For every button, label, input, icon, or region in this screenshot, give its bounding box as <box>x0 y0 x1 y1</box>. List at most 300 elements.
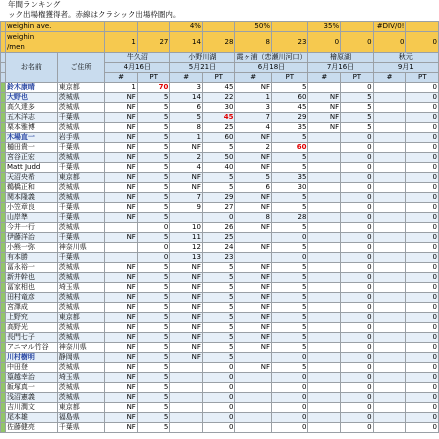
points-cell[interactable]: 0 <box>406 263 439 273</box>
angler-name[interactable]: 篁越幸治 <box>5 373 57 383</box>
points-cell[interactable]: 5 <box>137 423 170 433</box>
points-cell[interactable]: 0 <box>406 123 439 133</box>
points-cell[interactable]: 5 <box>137 103 170 113</box>
angler-name[interactable]: 宮谷正宏 <box>5 153 57 163</box>
rank-cell[interactable]: NF <box>105 263 138 273</box>
angler-address[interactable]: 茨城県 <box>57 363 105 373</box>
stats-value[interactable]: 23 <box>271 32 308 53</box>
points-cell[interactable]: 5 <box>137 193 170 203</box>
points-cell[interactable]: 0 <box>202 383 235 393</box>
points-cell[interactable]: 5 <box>271 273 308 283</box>
points-cell[interactable]: 0 <box>202 413 235 423</box>
rank-cell[interactable] <box>308 273 341 283</box>
rank-cell[interactable] <box>308 243 341 253</box>
angler-name[interactable]: 今井一行 <box>5 223 57 233</box>
points-cell[interactable]: 40 <box>202 163 235 173</box>
angler-name[interactable]: 木場直一 <box>5 133 57 143</box>
points-cell[interactable]: 5 <box>271 243 308 253</box>
rank-cell[interactable] <box>373 153 406 163</box>
points-cell[interactable]: 0 <box>271 353 308 363</box>
rank-cell[interactable] <box>373 273 406 283</box>
points-cell[interactable]: 5 <box>137 183 170 193</box>
points-cell[interactable]: 0 <box>341 213 373 223</box>
angler-address[interactable]: 千葉県 <box>57 163 105 173</box>
rank-cell[interactable] <box>308 233 341 243</box>
rank-cell[interactable]: 14 <box>170 93 203 103</box>
points-cell[interactable]: 25 <box>202 123 235 133</box>
points-cell[interactable]: 0 <box>271 253 308 263</box>
angler-name[interactable]: 宮澤成 <box>5 303 57 313</box>
points-cell[interactable]: 60 <box>271 143 308 153</box>
event-date[interactable]: 9月1 <box>373 63 438 73</box>
rank-cell[interactable] <box>308 143 341 153</box>
points-cell[interactable]: 0 <box>341 203 373 213</box>
rank-cell[interactable] <box>308 263 341 273</box>
points-cell[interactable]: 0 <box>406 273 439 283</box>
angler-address[interactable]: 静岡県 <box>57 353 105 363</box>
rank-cell[interactable] <box>373 353 406 363</box>
points-cell[interactable]: 0 <box>341 263 373 273</box>
points-cell[interactable]: 5 <box>137 143 170 153</box>
points-cell[interactable]: 0 <box>406 83 439 93</box>
points-cell[interactable]: 5 <box>137 113 170 123</box>
angler-name[interactable]: 高久達多 <box>5 103 57 113</box>
rank-cell[interactable] <box>308 303 341 313</box>
points-cell[interactable]: 0 <box>271 373 308 383</box>
rank-cell[interactable]: NF <box>170 273 203 283</box>
stats-value[interactable]: 50% <box>235 22 272 32</box>
rank-cell[interactable] <box>373 243 406 253</box>
rank-cell[interactable] <box>373 413 406 423</box>
points-cell[interactable]: 0 <box>341 233 373 243</box>
rank-cell[interactable] <box>373 83 406 93</box>
points-cell[interactable]: 0 <box>341 143 373 153</box>
rank-cell[interactable] <box>373 263 406 273</box>
rank-cell[interactable] <box>373 323 406 333</box>
rank-cell[interactable]: 5 <box>235 173 272 183</box>
rank-cell[interactable]: NF <box>170 183 203 193</box>
rank-cell[interactable] <box>373 403 406 413</box>
rank-cell[interactable]: NF <box>105 93 138 103</box>
points-cell[interactable]: 5 <box>137 303 170 313</box>
points-cell[interactable]: 0 <box>406 233 439 243</box>
rank-cell[interactable] <box>308 353 341 363</box>
points-cell[interactable]: 30 <box>202 103 235 113</box>
points-cell[interactable]: 5 <box>341 93 373 103</box>
points-cell[interactable]: 0 <box>406 243 439 253</box>
stats-value[interactable]: 0 <box>406 32 439 53</box>
points-cell[interactable]: 5 <box>202 283 235 293</box>
points-cell[interactable]: 5 <box>137 343 170 353</box>
angler-address[interactable]: 茨城県 <box>57 153 105 163</box>
angler-address[interactable]: 茨城県 <box>57 193 105 203</box>
rank-cell[interactable] <box>373 173 406 183</box>
angler-name[interactable]: 小笠章良 <box>5 203 57 213</box>
points-cell[interactable]: 0 <box>341 423 373 433</box>
rank-cell[interactable] <box>308 373 341 383</box>
points-cell[interactable]: 5 <box>202 323 235 333</box>
stats-value[interactable]: 0 <box>373 32 406 53</box>
points-cell[interactable]: 5 <box>341 123 373 133</box>
rank-cell[interactable] <box>373 193 406 203</box>
angler-address[interactable]: 東京都 <box>57 403 105 413</box>
angler-address[interactable]: 福島県 <box>57 413 105 423</box>
points-cell[interactable]: 5 <box>271 313 308 323</box>
points-cell[interactable]: 5 <box>271 323 308 333</box>
points-cell[interactable]: 0 <box>406 223 439 233</box>
points-cell[interactable]: 0 <box>271 403 308 413</box>
rank-subheader[interactable]: # <box>308 73 341 83</box>
rank-cell[interactable] <box>308 153 341 163</box>
rank-cell[interactable]: 12 <box>170 243 203 253</box>
rank-cell[interactable] <box>235 413 272 423</box>
rank-cell[interactable]: 1 <box>170 133 203 143</box>
stats-value[interactable] <box>271 22 308 32</box>
angler-name[interactable]: 冨家相也 <box>5 283 57 293</box>
pt-subheader[interactable]: PT <box>202 73 235 83</box>
points-cell[interactable]: 5 <box>202 313 235 323</box>
rank-cell[interactable] <box>373 393 406 403</box>
rank-subheader[interactable]: # <box>105 73 138 83</box>
pt-subheader[interactable]: PT <box>137 73 170 83</box>
points-cell[interactable]: 0 <box>271 393 308 403</box>
points-cell[interactable]: 5 <box>202 303 235 313</box>
points-cell[interactable]: 0 <box>406 323 439 333</box>
points-cell[interactable]: 0 <box>341 253 373 263</box>
angler-address[interactable]: 千葉県 <box>57 203 105 213</box>
points-cell[interactable]: 5 <box>341 113 373 123</box>
angler-address[interactable]: 茨城県 <box>57 293 105 303</box>
rank-cell[interactable] <box>308 363 341 373</box>
angler-name[interactable]: 尾本雄 <box>5 413 57 423</box>
points-cell[interactable]: 5 <box>137 353 170 363</box>
points-cell[interactable]: 70 <box>137 83 170 93</box>
rank-cell[interactable] <box>105 243 138 253</box>
rank-cell[interactable]: NF <box>105 283 138 293</box>
angler-name[interactable]: 樋田貴一 <box>5 143 57 153</box>
angler-address[interactable]: 東京都 <box>57 83 105 93</box>
angler-name[interactable]: 伊藤洋治 <box>5 233 57 243</box>
rank-cell[interactable] <box>373 133 406 143</box>
rank-cell[interactable]: NF <box>235 263 272 273</box>
rank-cell[interactable] <box>373 143 406 153</box>
rank-cell[interactable]: 9 <box>170 203 203 213</box>
rank-cell[interactable] <box>170 423 203 433</box>
rank-cell[interactable] <box>170 363 203 373</box>
rank-cell[interactable] <box>170 383 203 393</box>
points-cell[interactable]: 35 <box>271 173 308 183</box>
points-cell[interactable]: 5 <box>271 203 308 213</box>
rank-cell[interactable]: NF <box>105 303 138 313</box>
rank-cell[interactable] <box>308 213 341 223</box>
angler-name[interactable]: 天沼央希 <box>5 173 57 183</box>
rank-cell[interactable] <box>373 163 406 173</box>
rank-cell[interactable]: NF <box>105 423 138 433</box>
angler-address[interactable]: 千葉県 <box>57 423 105 433</box>
points-cell[interactable]: 5 <box>271 163 308 173</box>
points-cell[interactable]: 35 <box>271 123 308 133</box>
stats-value[interactable]: 4% <box>170 22 203 32</box>
angler-address[interactable]: 茨城県 <box>57 383 105 393</box>
points-cell[interactable]: 5 <box>271 153 308 163</box>
rank-cell[interactable]: NF <box>235 153 272 163</box>
angler-name[interactable]: 高野光 <box>5 323 57 333</box>
points-cell[interactable]: 0 <box>406 153 439 163</box>
points-cell[interactable]: 0 <box>137 253 170 263</box>
angler-name[interactable]: 中田登 <box>5 363 57 373</box>
rank-cell[interactable]: NF <box>105 343 138 353</box>
points-cell[interactable]: 0 <box>406 343 439 353</box>
rank-cell[interactable] <box>308 393 341 403</box>
points-cell[interactable]: 0 <box>341 383 373 393</box>
angler-address[interactable]: 茨城県 <box>57 303 105 313</box>
angler-address[interactable]: 茨城県 <box>57 183 105 193</box>
rank-cell[interactable]: NF <box>105 323 138 333</box>
angler-address[interactable]: 東京都 <box>57 173 105 183</box>
rank-subheader[interactable]: # <box>235 73 272 83</box>
rank-cell[interactable]: 1 <box>105 83 138 93</box>
points-cell[interactable]: 5 <box>271 343 308 353</box>
angler-name[interactable]: 有本勝 <box>5 253 57 263</box>
rank-cell[interactable] <box>170 393 203 403</box>
rank-cell[interactable] <box>373 183 406 193</box>
points-cell[interactable]: 0 <box>341 403 373 413</box>
points-cell[interactable]: 60 <box>202 133 235 143</box>
angler-name[interactable]: Matt Judd <box>5 163 57 173</box>
angler-address[interactable]: 千葉県 <box>57 233 105 243</box>
angler-name[interactable]: 長門七子 <box>5 333 57 343</box>
rank-cell[interactable]: 11 <box>170 233 203 243</box>
points-cell[interactable]: 0 <box>341 323 373 333</box>
points-cell[interactable]: 5 <box>137 333 170 343</box>
angler-name[interactable]: アニマル竹谷 <box>5 343 57 353</box>
points-cell[interactable]: 0 <box>406 173 439 183</box>
rank-cell[interactable] <box>105 223 138 233</box>
points-cell[interactable]: 0 <box>406 363 439 373</box>
points-cell[interactable]: 5 <box>137 323 170 333</box>
rank-cell[interactable] <box>308 183 341 193</box>
angler-name[interactable]: 吉川潤文 <box>5 403 57 413</box>
rank-cell[interactable]: NF <box>105 163 138 173</box>
angler-name[interactable]: 田村竜彦 <box>5 293 57 303</box>
points-cell[interactable]: 0 <box>406 313 439 323</box>
angler-name[interactable]: 関本隆義 <box>5 193 57 203</box>
points-cell[interactable]: 5 <box>271 293 308 303</box>
points-cell[interactable]: 0 <box>406 183 439 193</box>
points-cell[interactable]: 0 <box>406 303 439 313</box>
stats-value[interactable] <box>137 22 170 32</box>
angler-name[interactable]: 山岸準 <box>5 213 57 223</box>
rank-cell[interactable]: NF <box>235 363 272 373</box>
points-cell[interactable]: 5 <box>137 233 170 243</box>
rank-cell[interactable] <box>235 353 272 363</box>
points-cell[interactable]: 0 <box>202 403 235 413</box>
points-cell[interactable]: 0 <box>406 103 439 113</box>
angler-address[interactable]: 千葉県 <box>57 253 105 263</box>
points-cell[interactable]: 5 <box>202 183 235 193</box>
rank-cell[interactable]: NF <box>105 193 138 203</box>
stats-value[interactable] <box>406 22 439 32</box>
points-cell[interactable]: 0 <box>271 233 308 243</box>
angler-address[interactable]: 茨城県 <box>57 93 105 103</box>
angler-address[interactable]: 茨城県 <box>57 123 105 133</box>
points-cell[interactable]: 5 <box>137 363 170 373</box>
rank-cell[interactable]: NF <box>105 293 138 303</box>
points-cell[interactable]: 0 <box>341 273 373 283</box>
points-cell[interactable]: 5 <box>271 283 308 293</box>
rank-cell[interactable]: NF <box>105 403 138 413</box>
rank-cell[interactable] <box>308 403 341 413</box>
rank-cell[interactable] <box>373 113 406 123</box>
rank-cell[interactable] <box>373 233 406 243</box>
rank-cell[interactable]: 7 <box>170 193 203 203</box>
rank-cell[interactable]: 2 <box>235 143 272 153</box>
rank-cell[interactable]: NF <box>170 353 203 363</box>
rank-cell[interactable] <box>373 423 406 433</box>
rank-cell[interactable]: NF <box>235 193 272 203</box>
points-cell[interactable]: 0 <box>341 173 373 183</box>
points-cell[interactable]: 29 <box>202 193 235 203</box>
rank-cell[interactable] <box>373 293 406 303</box>
rank-cell[interactable] <box>170 213 203 223</box>
rank-cell[interactable] <box>373 203 406 213</box>
points-cell[interactable]: 5 <box>202 273 235 283</box>
points-cell[interactable]: 0 <box>406 413 439 423</box>
rank-cell[interactable] <box>373 123 406 133</box>
rank-cell[interactable] <box>373 303 406 313</box>
rank-cell[interactable]: NF <box>170 343 203 353</box>
rank-cell[interactable]: NF <box>105 353 138 363</box>
row-head-cell[interactable] <box>1 73 6 83</box>
rank-cell[interactable]: NF <box>235 293 272 303</box>
points-cell[interactable]: 5 <box>202 353 235 363</box>
rank-cell[interactable]: NF <box>105 273 138 283</box>
points-cell[interactable]: 5 <box>271 333 308 343</box>
rank-cell[interactable] <box>308 413 341 423</box>
stats-label[interactable]: weighin ave. <box>5 22 104 32</box>
points-cell[interactable]: 0 <box>137 223 170 233</box>
angler-name[interactable]: 新井幹也 <box>5 273 57 283</box>
rank-cell[interactable]: NF <box>170 313 203 323</box>
rank-cell[interactable] <box>308 313 341 323</box>
angler-address[interactable]: 千葉県 <box>57 143 105 153</box>
points-cell[interactable]: 5 <box>137 403 170 413</box>
rank-cell[interactable] <box>235 253 272 263</box>
angler-address[interactable]: 茨城県 <box>57 103 105 113</box>
points-cell[interactable]: 50 <box>202 153 235 163</box>
angler-name[interactable]: 大野也 <box>5 93 57 103</box>
event-date[interactable]: 7月16日 <box>308 63 373 73</box>
rank-cell[interactable]: 6 <box>235 183 272 193</box>
rank-cell[interactable]: 10 <box>170 223 203 233</box>
angler-address[interactable]: 埼玉県 <box>57 283 105 293</box>
points-cell[interactable]: 0 <box>271 423 308 433</box>
points-cell[interactable]: 5 <box>137 293 170 303</box>
points-cell[interactable]: 0 <box>406 163 439 173</box>
rank-cell[interactable] <box>308 343 341 353</box>
rank-cell[interactable]: 13 <box>170 253 203 263</box>
points-cell[interactable]: 30 <box>271 183 308 193</box>
rank-cell[interactable]: 4 <box>235 123 272 133</box>
points-cell[interactable]: 0 <box>406 423 439 433</box>
rank-cell[interactable] <box>373 313 406 323</box>
points-cell[interactable]: 0 <box>341 83 373 93</box>
rank-cell[interactable]: NF <box>170 323 203 333</box>
points-cell[interactable]: 5 <box>202 293 235 303</box>
points-cell[interactable]: 0 <box>341 373 373 383</box>
points-cell[interactable]: 0 <box>341 313 373 323</box>
rank-cell[interactable] <box>373 363 406 373</box>
rank-cell[interactable] <box>170 403 203 413</box>
points-cell[interactable]: 0 <box>406 133 439 143</box>
event-venue[interactable]: 秋元 <box>373 53 438 63</box>
points-cell[interactable]: 0 <box>202 393 235 403</box>
points-cell[interactable]: 0 <box>202 423 235 433</box>
event-date[interactable]: 4月16日 <box>105 63 170 73</box>
stats-value[interactable] <box>202 22 235 32</box>
angler-name[interactable]: 鵜橋正和 <box>5 183 57 193</box>
points-cell[interactable]: 0 <box>406 213 439 223</box>
rank-cell[interactable]: 4 <box>170 163 203 173</box>
points-cell[interactable]: 0 <box>406 283 439 293</box>
points-cell[interactable]: 0 <box>406 373 439 383</box>
rank-cell[interactable] <box>170 413 203 423</box>
rank-cell[interactable]: NF <box>235 303 272 313</box>
points-cell[interactable]: 0 <box>341 343 373 353</box>
angler-address[interactable]: 茨城県 <box>57 333 105 343</box>
rank-cell[interactable]: NF <box>235 83 272 93</box>
stats-value[interactable]: 35% <box>308 22 341 32</box>
rank-cell[interactable]: NF <box>235 203 272 213</box>
rank-cell[interactable]: NF <box>170 303 203 313</box>
rank-cell[interactable]: NF <box>170 293 203 303</box>
rank-cell[interactable]: NF <box>105 203 138 213</box>
stats-value[interactable]: 0 <box>341 32 373 53</box>
rank-subheader[interactable]: # <box>170 73 203 83</box>
rank-cell[interactable]: NF <box>105 373 138 383</box>
points-cell[interactable]: 0 <box>341 283 373 293</box>
angler-name[interactable]: 栗本雅博 <box>5 123 57 133</box>
points-cell[interactable]: 5 <box>137 413 170 423</box>
rank-cell[interactable] <box>308 293 341 303</box>
pt-subheader[interactable]: PT <box>341 73 373 83</box>
rank-cell[interactable] <box>308 283 341 293</box>
rank-cell[interactable]: NF <box>308 103 341 113</box>
rank-cell[interactable] <box>373 373 406 383</box>
rank-cell[interactable]: NF <box>235 283 272 293</box>
rank-cell[interactable]: 3 <box>235 103 272 113</box>
points-cell[interactable]: 5 <box>137 313 170 323</box>
rank-cell[interactable]: 2 <box>170 153 203 163</box>
rank-cell[interactable] <box>235 383 272 393</box>
points-cell[interactable]: 24 <box>202 243 235 253</box>
points-cell[interactable]: 0 <box>341 183 373 193</box>
points-cell[interactable]: 5 <box>137 283 170 293</box>
stats-value[interactable]: 0 <box>308 32 341 53</box>
angler-address[interactable]: 茨城県 <box>57 273 105 283</box>
points-cell[interactable]: 5 <box>137 263 170 273</box>
angler-name[interactable]: 佐藤健亮 <box>5 423 57 433</box>
rank-cell[interactable]: NF <box>105 233 138 243</box>
rank-cell[interactable]: NF <box>235 133 272 143</box>
rank-cell[interactable]: NF <box>105 313 138 323</box>
points-cell[interactable]: 45 <box>202 113 235 123</box>
rank-cell[interactable] <box>373 283 406 293</box>
rank-subheader[interactable]: # <box>373 73 406 83</box>
rank-cell[interactable]: 8 <box>235 213 272 223</box>
angler-name[interactable]: 鈴木康晴 <box>5 83 57 93</box>
points-cell[interactable]: 5 <box>271 83 308 93</box>
